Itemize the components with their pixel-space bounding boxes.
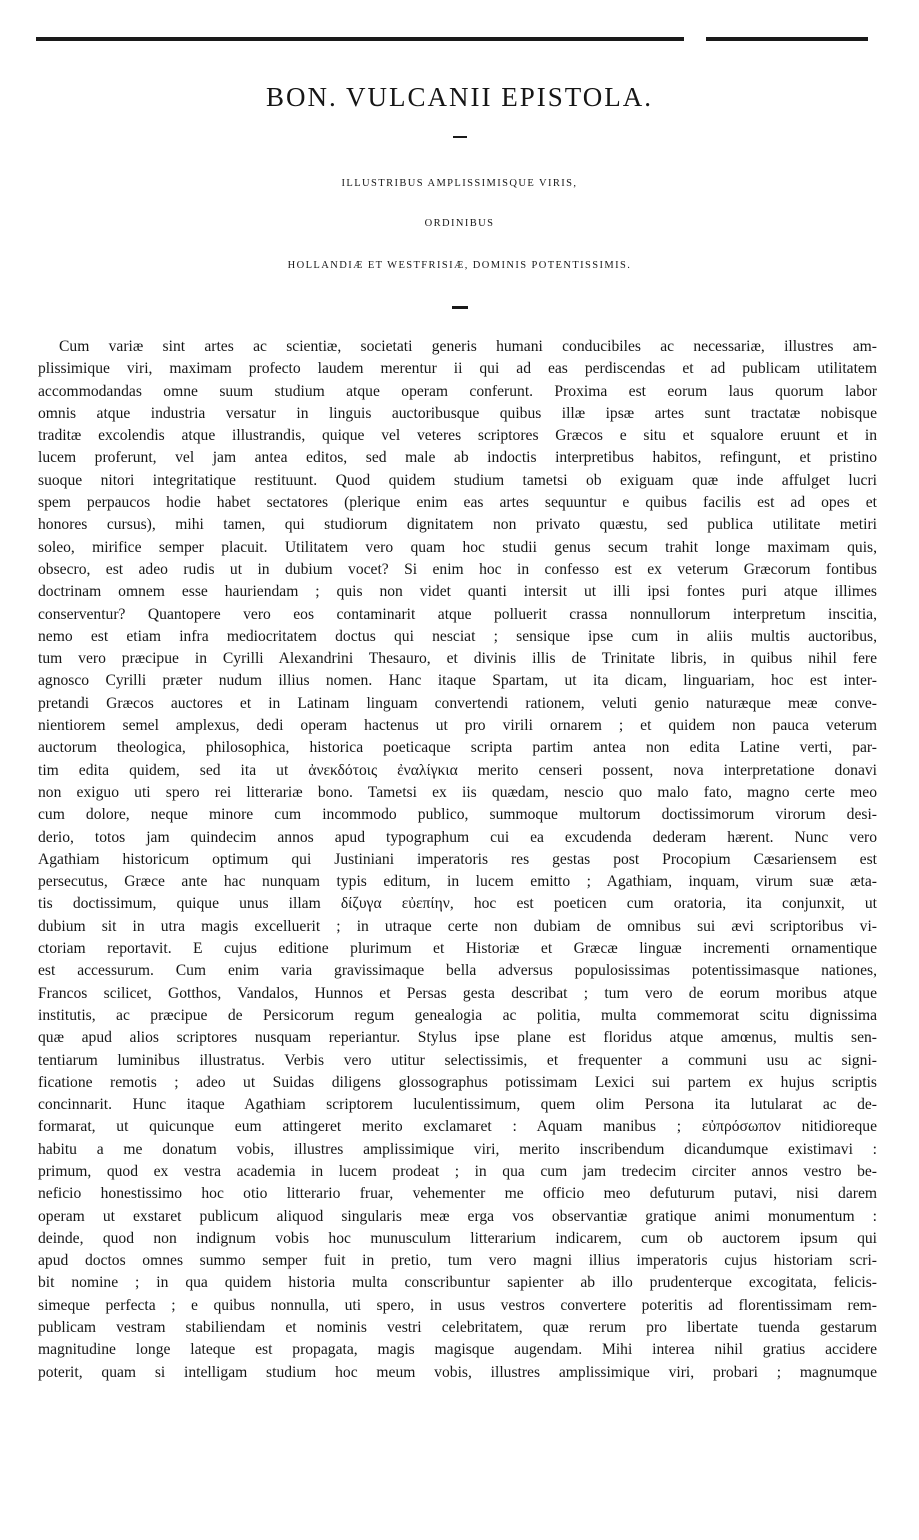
dedication-separator [452,306,468,309]
text-line: magnitudine longe lateque est propagata, magis magisque augendam. Mihi interea nihil gratius accidere [38,1341,877,1359]
text-line: institutis, ac præcipue de Persicorum regum genealogia ac politia, multa commemorat scitu dignissima [38,1006,877,1024]
text-line: tis doctissimum, quique unus illam δίζυγα εὐεπίην, hoc est poeticen cum oratoria, ita conjunxit, ut [38,895,877,913]
text-line: honores cursus), mihi tamen, qui studiorum dignitatem non privato quæstu, sed publica utilitate metiri [38,516,877,534]
text-line: accommodandas omne suum studium atque operam conferunt. Proxima est eorum laus quorum labor [38,382,877,400]
text-line: nientiorem semel amplexus, dedi operam hactenus ut pro virili ornarem ; et quidem non pauca veterum [38,717,877,735]
text-line: ficatione remotis ; adeo ut Suidas diligens glossographus potissimam Lexici sui partem ex hujus scriptis [38,1073,877,1091]
text-line: primum, quod ex vestra academia in lucem prodeat ; in qua cum jam tredecim circiter annos vestro be- [38,1162,877,1180]
text-line: tentiarum luminibus illustratus. Verbis vero utitur selectissimis, et frequenter a communi usu ac signi- [38,1051,877,1069]
text-line: poterit, quam si intelligam studium hoc meum vobis, illustres amplissimique viri, probari ; magnumque [38,1363,877,1381]
text-line: traditæ excolendis atque illustrandis, quique vel veteres scriptores Græcos e situ et squalore eruunt et in [38,427,877,445]
dedication-line-2: ORDINIBUS [424,218,495,229]
text-line: ctoriam reportavit. E cujus editione plurimum et Historiæ et Græcæ linguæ incrementi ornamentique [38,940,877,958]
text-line: publicam vestram stabiliendam et nominis vestri celebritatem, quæ rerum pro libertate tuenda gestarum [38,1319,877,1337]
text-line: conserventur? Quantopere vero eos contaminarit atque polluerit crassa nonnullorum interpretum inscitia, [38,605,877,623]
text-line: Cum variæ sint artes ac scientiæ, societati generis humani conducibiles ac necessariæ, illustres am- [59,338,877,355]
text-line: simeque perfecta ; e quibus nonnulla, uti spero, in usus vestros convertere poteritis ad florentissimam rem- [38,1296,877,1314]
text-line: Agathiam historicum optimum qui Justiniani imperatoris res gestas post Procopium Cæsariensem est [38,850,877,868]
text-line: concinnarit. Hunc itaque Agathiam scriptorem luculentissimum, quem olim Persona ita lutularat ac de- [38,1096,877,1114]
text-line: operam ut exstaret publicum aliquod singularis meæ erga vos observantiæ gratique animi monumentum : [38,1207,877,1225]
text-line: quæ apud alios scriptores nusquam reperiantur. Stylus ipse plane est floridus atque amœnus, multis sen- [38,1029,877,1047]
dedication-line-3: HOLLANDIÆ ET WESTFRISIÆ, DOMINIS POTENTISSIMIS. [287,260,632,271]
text-line: neficio honestissimo hoc otio litterario fruar, vehementer me officio meo defuturum putavi, nisi darem [38,1185,877,1203]
title-separator [453,136,467,138]
dedication-line-1: ILLUSTRIBUS AMPLISSIMISQUE VIRIS, [341,178,578,189]
text-line: obsecro, est adeo rudis ut in dubium vocet? Si enim hoc in confesso est ex veterum Græcorum fontibus [38,560,877,578]
text-line: habitu a me donatum vobis, illustres amplissimique viri, merito inscribendum dicandumque existimavi : [38,1140,877,1158]
text-line: soleo, mirifice semper placuit. Utilitatem vero quam hoc studii genus secum trahit longe maximam quis, [38,538,877,556]
text-line: auctorum theologica, philosophica, historica poeticaque scripta partim antea non edita Latine verti, par- [38,739,877,757]
text-line: pretandi Græcos auctores et in Latinam linguam convertendi rationem, veluti genio naturæque meæ conve- [38,694,877,712]
text-line: plissimique viri, maximam profecto laudem merentur ii qui ad eas perdiscendas et ad publicam utilitatem [38,360,877,378]
text-line: nemo est etiam infra mediocritatem doctus qui nesciat ; sensique ipse cum in aliis multis auctoribus, [38,627,877,645]
text-line: derio, totos jam quindecim annos apud typographum cui ea excudenda dederam hærent. Nunc vero [38,828,877,846]
text-line: spem perpaucos hodie habet sectatores (plerique enim eas artes sequuntur e quibus facilis est ad opes et [38,494,877,512]
page-title: BON. VULCANII EPISTOLA. [265,82,653,112]
text-line: apud doctos omnes summo semper fuit in pretio, tum vero magni illius imperatoris cujus historiam scri- [38,1252,877,1270]
text-line: persecutus, Græce ante hac nunquam typis editum, in lucem emitto ; Agathiam, inquam, virum suæ æta- [38,873,877,891]
text-line: Francos scilicet, Gotthos, Vandalos, Hunnos et Persas gesta describat ; tum vero de eorum moribus atque [38,984,877,1002]
top-rule-left [36,37,684,41]
text-line: deinde, quod non indignum vobis hoc munusculum litterarium indicarem, cum ob auctorem ipsum qui [38,1229,877,1247]
text-line: doctrinam omnem esse hauriendam ; quis non videt quanti intersit ut illi ipsi fontes puri atque illimes [38,583,877,601]
text-line: tum vero præcipue in Cyrilli Alexandrini Thesauro, et divinis illis de Trinitate libris, in quibus nihil fere [38,650,877,668]
text-line: bit nomine ; in qua quidem historia multa conscribuntur sapienter ab illo prudenterque excogitata, felicis- [38,1274,877,1292]
text-line: suoque nitori integritatique restituunt. Quod quidem studium tametsi ob exiguam quæ inde affulget lucri [38,471,877,489]
text-line: non exiguo uti spero rei litterariæ bono. Tametsi ex iis quædam, nescio quo malo fato, magno certe meo [38,783,877,801]
text-line: cum dolore, neque minore cum incommodo publico, summoque multorum doctissimorum virorum desi- [38,806,877,824]
text-line: agnosco Cyrilli præter nudum illius nomen. Hanc itaque Spartam, ut ita dicam, linguariam, hoc est inter- [38,672,877,690]
text-line: lucem proferunt, vel jam antea editos, sed male ab indoctis interpretibus habitos, refingunt, et pristino [38,449,877,467]
text-line: formarat, ut quicunque eum attingeret merito exclamaret : Aquam manibus ; εὐπρόσωπον nitidioreque [38,1118,877,1136]
top-rule-right [706,37,868,41]
text-line: est accessurum. Cum enim varia gravissimaque bella adversus populosissimas potentissimasque nationes, [38,962,877,980]
epistle-body [38,336,877,1384]
text-line: dubium sit in utra magis excelluerit ; in utraque certe non dubiam de omnibus sui ævi scriptoribus vi- [38,917,877,935]
text-line: omnis atque industria versatur in linguis auctoribusque quibus illæ ipsæ artes sunt tractatæ nobisque [38,404,877,422]
text-line: tim edita quidem, sed ita ut ἀνεκδότοις ἐναλίγκια merito censeri possent, nova interpretatione donavi [38,761,877,779]
